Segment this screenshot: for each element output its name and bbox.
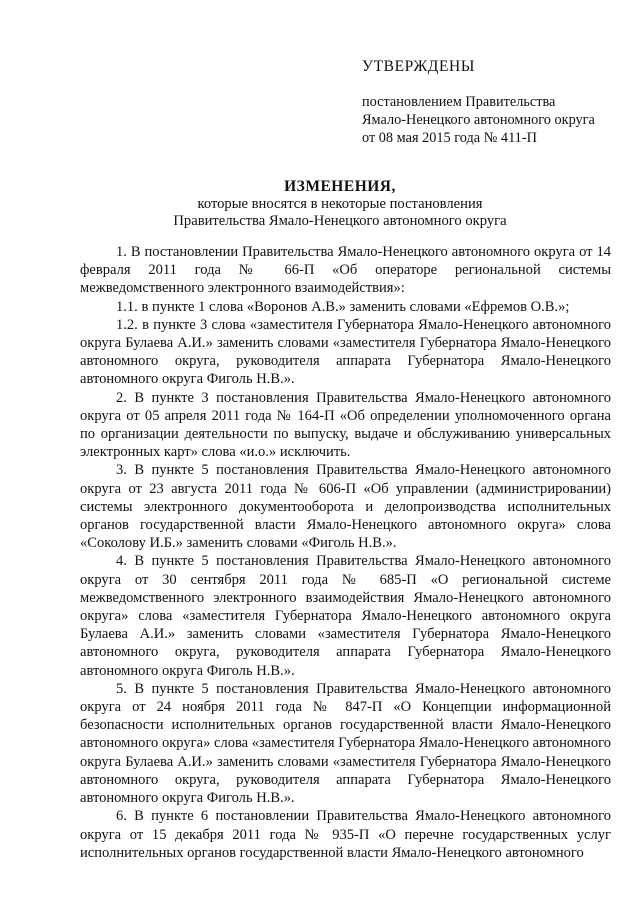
paragraph-1-2: 1.2. в пункте 3 слова «заместителя Губернатора Ямало-Ненецкого автономного округа Булаева А.И.» заменить словами «заместителя Губернатора Ямало-Ненецкого автономного округа, руководителя аппарата Губернатора Ямало-Ненецкого автономного округа Фиголь Н.В.». [80, 316, 611, 388]
approved-label: УТВЕРЖДЕНЫ [362, 58, 475, 75]
document-heading: ИЗМЕНЕНИЯ, [284, 178, 396, 195]
approval-line-1: постановлением Правительства [362, 94, 556, 110]
approval-line-2: Ямало-Ненецкого автономного округа [362, 112, 595, 128]
paragraph-5: 5. В пункте 5 постановления Правительства Ямало-Ненецкого автономного округа от 24 ноября 2011 года № 847-П «О Концепции информационной безопасности исполнительных органов государственной власти Ямало-Ненецкого автономного округа» слова «заместителя Губернатора Ямало-Ненецкого автономного округа Булаева А.И.» заменить словами «заместителя Губернатора Ямало-Ненецкого автономного округа, руководителя аппарата Губернатора Ямало-Ненецкого автономного округа Фиголь Н.В.». [80, 680, 611, 807]
paragraph-1: 1. В постановлении Правительства Ямало-Ненецкого автономного округа от 14 февраля 2011 года № 66-П «Об операторе региональной системы межведомственного электронного взаимодействия»: [80, 244, 611, 297]
paragraph-4: 4. В пункте 5 постановления Правительства Ямало-Ненецкого автономного округа от 30 сентября 2011 года № 685-П «О региональной системе межведомственного электронного взаимодействия Ямало-Ненецкого автономного округа» слова «заместителя Губернатора Ямало-Ненецкого автономного округа Булаева А.И.» заменить словами «заместителя Губернатора Ямало-Ненецкого автономного округа, руководителя аппарата Губернатора Ямало-Ненецкого автономного округа Фиголь Н.В.». [80, 553, 611, 679]
approval-stamp [362, 58, 622, 147]
paragraph-6: 6. В пункте 6 постановлении Правительства Ямало-Ненецкого автономного округа от 15 декабря 2011 года № 935-П «О перечне государственных услуг исполнительных органов государственной власти Ямало-Ненецкого автономного [80, 808, 611, 861]
document-body [80, 243, 611, 862]
paragraph-3: 3. В пункте 5 постановления Правительства Ямало-Ненецкого автономного округа от 23 августа 2011 года № 606-П «Об управлении (администрировании) системы электронного документооборота и делопроизводства исполнительных органов государственной власти Ямало-Ненецкого автономного округа» слова «Соколову И.Б.» заменить словами «Фиголь Н.В.». [80, 462, 611, 552]
document-subtitle-line-2: Правительства Ямало-Ненецкого автономного округа [173, 213, 507, 229]
paragraph-1-1: 1.1. в пункте 1 слова «Воронов А.В.» заменить словами «Ефремов О.В.»; [116, 298, 570, 315]
document-title-block [70, 177, 610, 230]
document-subtitle-line-1: которые вносятся в некоторые постановления [197, 196, 483, 212]
paragraph-2: 2. В пункте 3 постановления Правительства Ямало-Ненецкого автономного округа от 05 апреля 2011 года № 164-П «Об определении уполномоченного органа по организации деятельности по выпуску, выдаче и обслуживанию универсальных электронных карт» слова «и.о.» исключить. [80, 389, 611, 461]
approval-line-3: от 08 мая 2015 года № 411-П [362, 130, 537, 146]
